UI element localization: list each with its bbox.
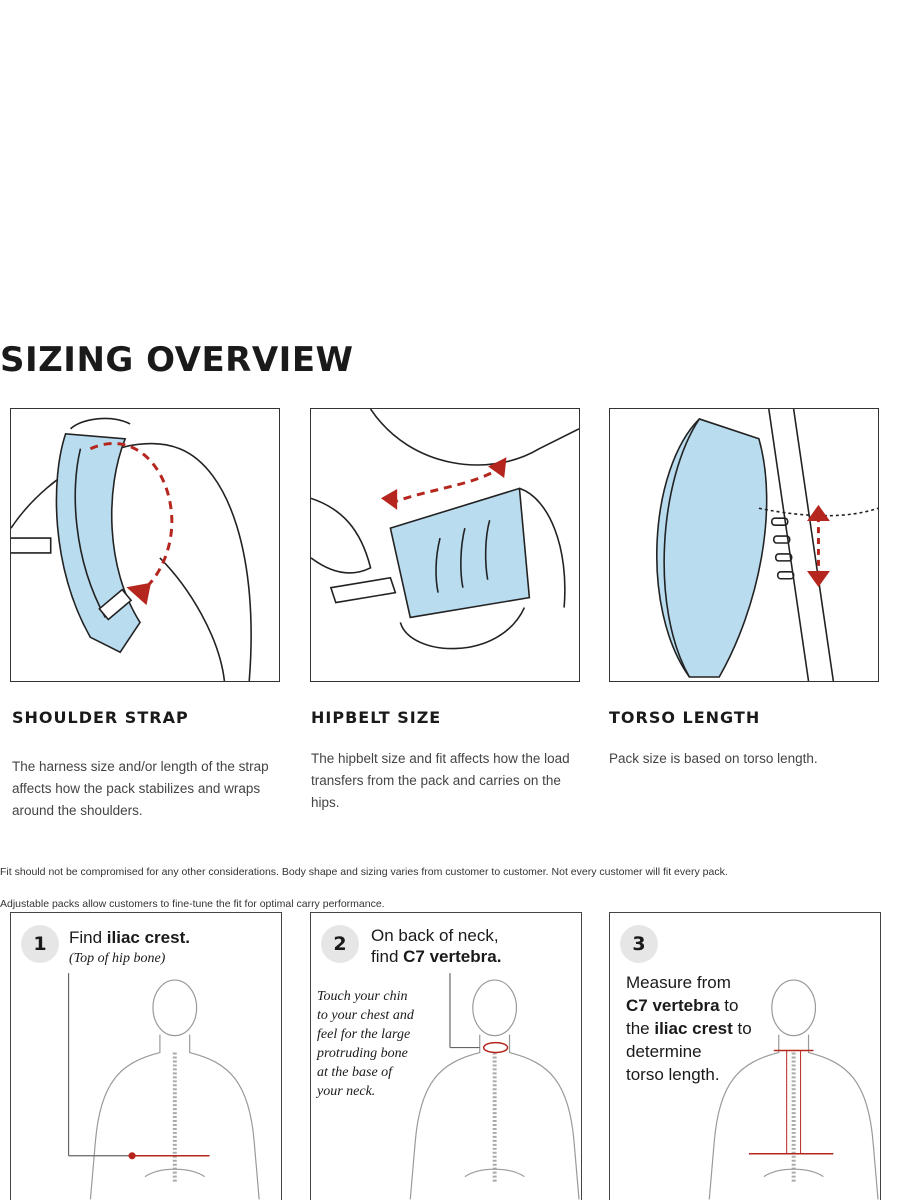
step-1-subheading: (Top of hip bone) [69,951,166,966]
step-3-line [626,994,752,1017]
torso-length-heading: TORSO LENGTH [609,708,761,727]
hipbelt-illustration [310,408,580,682]
step-1-card [10,912,282,1200]
step-3-card [609,912,881,1200]
step-2-number: 2 [321,925,359,963]
torso-length-text: Pack size is based on torso length. [609,751,818,766]
step-2-heading-line-1: On back of neck, [371,926,499,945]
step-1-heading [69,927,190,948]
step-3-bold: iliac crest [654,1019,733,1038]
shoulder-strap-illustration [10,408,280,682]
step-3-line [626,1017,752,1040]
step-3-bold: C7 vertebra [626,996,720,1015]
step-2-tip [317,987,447,1101]
step-3-text: the [626,1019,655,1038]
shoulder-strap-text: The harness size and/or length of the strap affects how the pack stabilizes and wraps around the shoulders. [12,759,269,818]
step-3-text: to [732,1019,752,1038]
step-2-tip-line: feel for the large [317,1027,411,1042]
page-title: SIZING OVERVIEW [0,340,354,380]
step-1-heading-bold: iliac crest. [106,928,190,947]
step-1-heading-text: Find [69,928,107,947]
step-3-line: determine [626,1042,702,1061]
step-2-tip-line: Touch your chin [317,989,408,1004]
hipbelt-text: The hipbelt size and fit affects how the load transfers from the pack and carries on the hips. [311,751,570,810]
step-2-tip-line: at the base of [317,1065,393,1080]
torso-length-illustration [609,408,879,682]
step-2-tip-line: to your chest and [317,1008,414,1023]
step-3-line: Measure from [626,973,731,992]
fit-note-line-1: Fit should not be compromised for any other considerations. Body shape and sizing varies from customer to customer. Not every customer will fit every pack. [0,866,728,878]
step-3-line: torso length. [626,1065,720,1084]
step-3-instructions [626,971,752,1086]
shoulder-strap-heading: SHOULDER STRAP [12,708,189,727]
step-1-number: 1 [21,925,59,963]
step-2-heading-line-2 [371,946,501,967]
hipbelt-heading: HIPBELT SIZE [311,708,442,727]
step-3-number: 3 [620,925,658,963]
fit-note-line-2: Adjustable packs allow customers to fine-tune the fit for optimal carry performance. [0,898,385,910]
step-2-tip-line: protruding bone [317,1046,408,1061]
step-3-text: to [719,996,739,1015]
step-2-heading-bold: C7 vertebra. [403,947,502,966]
step-2-heading-text: find [371,947,404,966]
step-2-tip-line: your neck. [317,1084,376,1099]
step-2-card [310,912,582,1200]
